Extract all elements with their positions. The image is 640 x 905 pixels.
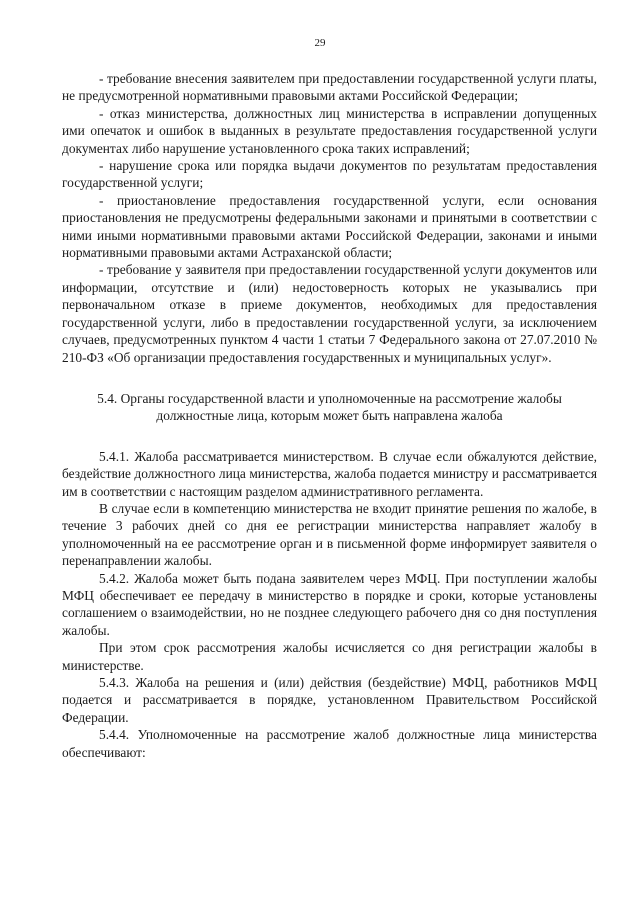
paragraph-5-4-4: 5.4.4. Уполномоченные на рассмотрение жалоб должностные лица министерства обеспечивают:: [62, 727, 597, 760]
paragraph-5-4-1: 5.4.1. Жалоба рассматривается министерством. В случае если обжалуются действие, бездействие должностного лица министерства, жалоба подается министру и рассматривается им в соответствии с настоящим разделом административного регламента.: [62, 448, 597, 499]
paragraph-5-4-3: 5.4.3. Жалоба на решения и (или) действия (бездействие) МФЦ, работников МФЦ подается и рассматривается в порядке, установленном Правительством Российской Федерации.: [62, 675, 597, 725]
section-heading: 5.4. Органы государственной власти и уполномоченные на рассмотрение жалобы должностные лица, которым может быть направлена жалоба: [97, 390, 562, 424]
paragraph-typo-refusal: - отказ министерства, должностных лиц министерства в исправлении допущенных ими опечаток и ошибок в выданных в результате предоставления государственной услуги документах либо нарушение установленного срока таких исправлений;: [62, 105, 597, 156]
paragraph-term-calculation: При этом срок рассмотрения жалобы исчисляется со дня регистрации жалобы в министерстве.: [62, 640, 597, 673]
paragraph-5-4-2: 5.4.2. Жалоба может быть подана заявителем через МФЦ. При поступлении жалобы МФЦ обеспечивает ее передачу в министерство в порядке и сроки, которые установлены соглашением о взаимодействии, но не позднее следующего рабочего дня со дня поступления жалобы.: [62, 570, 597, 638]
paragraph-deadline-violation: - нарушение срока или порядка выдачи документов по результатам предоставления государственной услуги;: [62, 158, 597, 191]
document-body: [62, 70, 597, 761]
paragraph-document-requirement: - требование у заявителя при предоставлении государственной услуги документов или информации, отсутствие и (или) недостоверность которых не указывались при первоначальном отказе в приеме документов, необходимых для предоставления государственной услуги, либо в предоставлении государственной услуги, за исключением случаев, предусмотренных пунктом 4 части 1 статьи 7 Федерального закона от 27.07.2010 № 210-ФЗ «Об организации предоставления государственных и муниципальных услуг».: [62, 262, 597, 365]
paragraph-redirect: В случае если в компетенцию министерства не входит принятие решения по жалобе, в течение 3 рабочих дней со дня ее регистрации министерства направляет жалобу в уполномоченный на ее рассмотрение орган и в письменной форме информирует заявителя о перенаправлении жалобы.: [62, 500, 597, 569]
spacer: [62, 434, 597, 448]
paragraph-fee-requirement: - требование внесения заявителем при предоставлении государственной услуги платы, не предусмотренной нормативными правовыми актами Российской Федерации;: [62, 71, 597, 104]
paragraph-suspension: - приостановление предоставления государственной услуги, если основания приостановления не предусмотрены федеральными законами и принятыми в соответствии с ними иными нормативными правовыми актами Российской Федерации, законами и иными нормативными правовыми актами Астраханской области;: [62, 192, 597, 261]
page-number: 29: [314, 37, 326, 49]
spacer: [62, 366, 597, 380]
